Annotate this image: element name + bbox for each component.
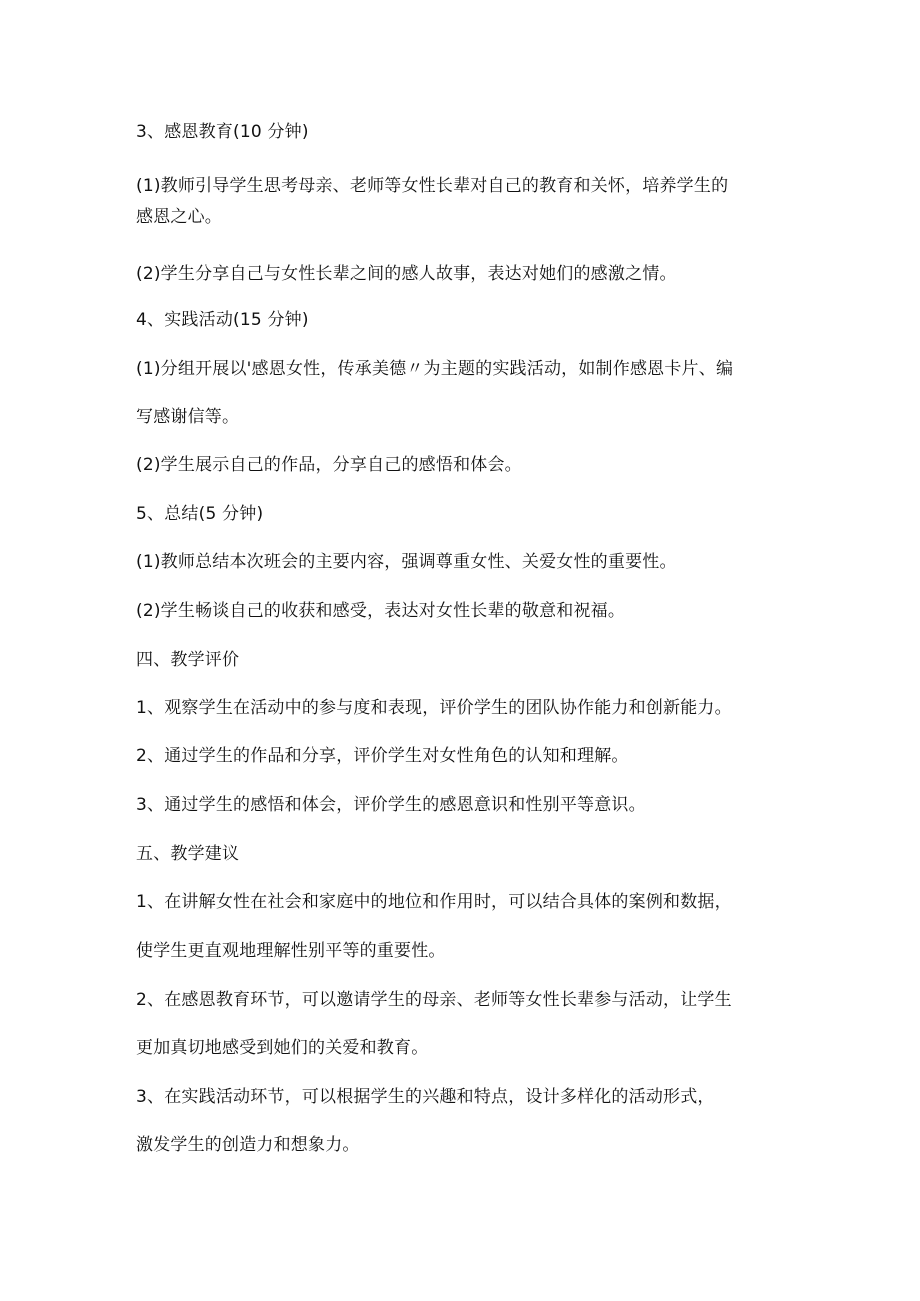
paragraph-line: 1、在讲解女性在社会和家庭中的地位和作用时，可以结合具体的案例和数据，: [136, 892, 732, 912]
paragraph-line: (1)分组开展以'感恩女性，传承美德〃为主题的实践活动，如制作感恩卡片、编: [136, 359, 734, 379]
heading-practice-activity: 4、实践活动(15 分钟): [136, 310, 309, 330]
section-heading-teaching-suggestions: 五、教学建议: [136, 844, 240, 864]
paragraph-line: 2、在感恩教育环节，可以邀请学生的母亲、老师等女性长辈参与活动，让学生: [136, 990, 732, 1010]
paragraph-line: 3、通过学生的感悟和体会，评价学生的感恩意识和性别平等意识。: [136, 795, 646, 815]
heading-gratitude-education: 3、感恩教育(10 分钟): [136, 122, 309, 142]
paragraph-line: 写感谢信等。: [136, 407, 240, 427]
paragraph-line: 感恩之心。: [136, 207, 222, 227]
section-heading-teaching-evaluation: 四、教学评价: [136, 650, 240, 670]
paragraph-line: 更加真切地感受到她们的关爱和教育。: [136, 1038, 429, 1058]
paragraph-line: (2)学生分享自己与女性长辈之间的感人故事，表达对她们的感激之情。: [136, 264, 677, 284]
paragraph-line: 3、在实践活动环节，可以根据学生的兴趣和特点，设计多样化的活动形式，: [136, 1087, 715, 1107]
paragraph-line: 1、观察学生在活动中的参与度和表现，评价学生的团队协作能力和创新能力。: [136, 698, 732, 718]
paragraph-line: 2、通过学生的作品和分享，评价学生对女性角色的认知和理解。: [136, 746, 629, 766]
paragraph-line: 激发学生的创造力和想象力。: [136, 1135, 360, 1155]
paragraph-line: (2)学生畅谈自己的收获和感受，表达对女性长辈的敬意和祝福。: [136, 601, 626, 621]
paragraph-line: (1)教师引导学生思考母亲、老师等女性长辈对自己的教育和关怀，培养学生的: [136, 176, 729, 196]
heading-summary: 5、总结(5 分钟): [136, 504, 264, 524]
paragraph-line: (2)学生展示自己的作品，分享自己的感悟和体会。: [136, 455, 522, 475]
paragraph-line: 使学生更直观地理解性别平等的重要性。: [136, 941, 446, 961]
paragraph-line: (1)教师总结本次班会的主要内容，强调尊重女性、关爱女性的重要性。: [136, 552, 677, 572]
